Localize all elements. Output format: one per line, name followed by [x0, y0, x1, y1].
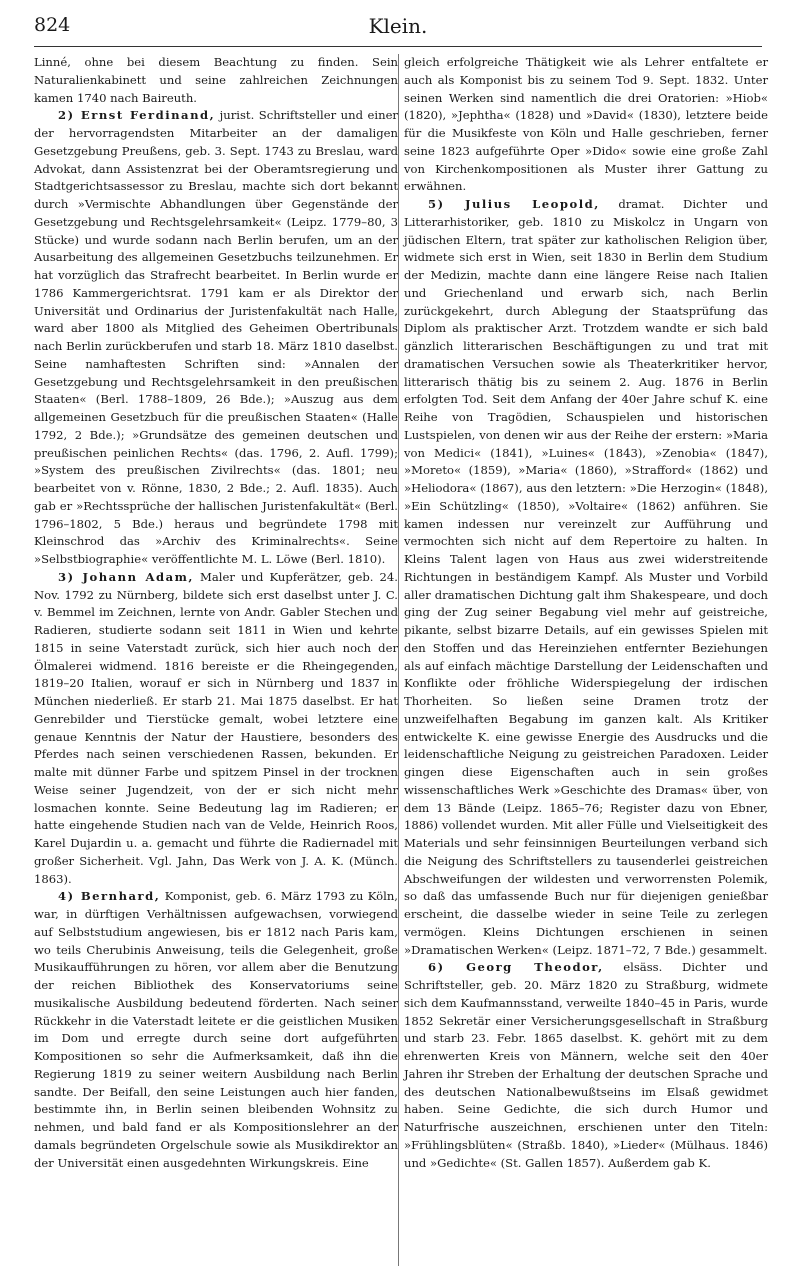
page-number: 824: [34, 14, 71, 36]
entry-text: dramat. Dichter und Litterarhistoriker, geb. 1810 zu Miskolcz in Ungarn von jüdischen Eltern, trat später zur katholischen Religion über, widmete sich erst in Wien, seit 1830 in Berlin dem Studium der Medizin, machte dann eine längere Reise nach Italien und Griechenland und erwarb sich, nach Berlin zurückgekehrt, durch Ablegung der Staatsprüfung das Diplom als praktischer Arzt. Trotzdem wandte er sich bald gänzlich litterarischen Beschäftigungen zu und trat mit dramatischen Versuchen sowie als Theaterkritiker hervor, litterarisch thätig bis zu seinem 2. Aug. 1876 in Berlin erfolgten Tod. Seit dem Anfang der 40er Jahre schuf K. eine Reihe von Tragödien, Schauspielen und historischen Lustspielen, von denen wir aus der Reihe der erstern: »Maria von Medici« (1841), »Luines« (1843), »Zenobia« (1847), »Moreto« (1859), »Maria« (1860), »Strafford« (1862) und »Heliodora« (1867), aus den letztern: »Die Herzogin« (1848), »Ein Schützling« (1850), »Voltaire« (1862) anführen. Sie kamen indessen nur vereinzelt zur Aufführung und vermochten sich nicht auf dem Repertoire zu halten. In Kleins Talent lagen von Haus aus zwei widerstreitende Richtungen in beständigem Kampf. Als Muster und Vorbild aller dramatischen Dichtung galt ihm Shakespeare, und doch ging der Zug seiner Begabung viel mehr auf geistreiche, pikante, selbst bizarre Details, auf ein gewisses Spielen mit den Stoffen und das Hereinziehen entfernter Beziehungen als auf einfach mächtige Darstellung der Leidenschaften und Konflikte oder fröhliche Widerspiegelung der irdischen Thorheiten. So ließen seine Dramen trotz der unzweifelhaften Begabung im ganzen kalt. Als Kritiker entwickelte K. eine gewisse Energie des Ausdrucks und die leidenschaftliche Neigung zu geistreichen Paradoxen. Leider gingen diese Eigenschaften auch in sein großes wissenschaftliches Werk »Geschichte des Dramas« über, von dem 13 Bände (Leipz. 1865–76; Register dazu von Ebner, 1886) vollendet wurden. Mit aller Fülle und Vielseitigkeit des Materials und sehr feinsinnigen Beurteilungen verband sich die Neigung des Schriftstellers zu tausenderlei geistreichen Abschweifungen der wildesten und verworrensten Polemik, so daß das umfassende Buch nur für diejenigen genießbar erscheint, die dasselbe wieder in seine Teile zu zerlegen vermögen. Kleins Dichtungen erschienen in seinen »Dramatischen Werken« (Leipz. 1871–72, 7 Bde.) gesammelt.: [404, 197, 768, 957]
entry-text: Maler und Kupferätzer, geb. 24. Nov. 1792 zu Nürnberg, bildete sich erst daselbst unter J. C. v. Bemmel im Zeichnen, lernte von Andr. Gabler Stechen und Radieren, studierte sodann seit 1811 in Wien und kehrte 1815 in seine Vaterstadt zurück, sich hier auch noch der Ölmalerei widmend. 1816 bereiste er die Rheingegenden, 1819–20 Italien, worauf er sich in Nürnberg und 1837 in München niederließ. Er starb 21. Mai 1875 daselbst. Er hat Genrebilder und Tierstücke gemalt, wobei letztere eine genaue Kenntnis der Natur der Haustiere, besonders des Pferdes nach seinen verschiedenen Rassen, bekunden. Er malte mit dünner Farbe und spitzem Pinsel in der trocknen Weise seiner Jugendzeit, von der er sich nicht mehr losmachen konnte. Seine Bedeutung lag im Radieren; er hatte eingehende Studien nach van de Velde, Heinrich Roos, Karel Dujardin u. a. gemacht und führte die Radiernadel mit großer Sicherheit. Vgl. Jahn, Das Werk von J. A. K. (Münch. 1863).: [34, 569, 398, 886]
entry-paragraph: [404, 959, 768, 1172]
page-header: [34, 14, 762, 42]
entry-text: elsäss. Dichter und Schriftsteller, geb. 20. März 1820 zu Straßburg, widmete sich dem Kaufmannsstand, verweilte 1840–45 in Paris, wurde 1852 Sekretär einer Versicherungsgesellschaft in Straßburg und starb 23. Febr. 1865 daselbst. K. gehört mit zu dem ehrenwerten Kreis von Männern, welche seit den 40er Jahren ihr Streben der Erhaltung der deutschen Sprache und des deutschen Nationalbewußtseins im Elsaß gewidmet haben. Seine Gedichte, die sich durch Humor und Naturfrische auszeichnen, erschienen unter den Titeln: »Frühlingsblüten« (Straßb. 1840), »Lieder« (Mülhaus. 1846) und »Gedichte« (St. Gallen 1857). Außerdem gab K.: [404, 960, 769, 1170]
entry-paragraph: [34, 54, 398, 107]
running-title: Klein.: [368, 14, 428, 38]
entry-name: 6) Georg Theodor,: [428, 960, 604, 975]
entry-text: Linné, ohne bei diesem Beachtung zu finden. Sein Naturalienkabinett und seine zahlreichen Zeichnungen kamen 1740 nach Baireuth.: [34, 55, 398, 105]
entry-paragraph: [34, 569, 398, 889]
entry-name: 4) Bernhard,: [58, 889, 161, 904]
entry-paragraph: [34, 888, 398, 1172]
entry-text: gleich erfolgreiche Thätigkeit wie als Lehrer entfaltete er auch als Komponist bis zu seinem Tod 9. Sept. 1832. Unter seinen Werken sind namentlich die drei Oratorien: »Hiob« (1820), »Jephtha« (1828) und »David« (1830), letztere beide für die Musikfeste von Köln und Halle geschrieben, ferner seine 1823 aufgeführte Oper »Dido« sowie eine große Zahl von Kirchenkompositionen als Muster ihrer Gattung zu erwähnen.: [404, 55, 768, 194]
entry-paragraph: [404, 54, 768, 196]
entry-name: 2) Ernst Ferdinand,: [58, 108, 216, 123]
header-rule: [34, 46, 762, 47]
entry-paragraph: [404, 196, 768, 959]
right-column: [404, 54, 768, 1172]
column-divider: [398, 54, 399, 1266]
entry-name: 3) Johann Adam,: [58, 569, 194, 584]
entry-name: 5) Julius Leopold,: [428, 197, 600, 211]
entry-text: jurist. Schriftsteller und einer der hervorragendsten Mitarbeiter an der damaligen Gesetzgebung Preußens, geb. 3. Sept. 1743 zu Breslau, ward Advokat, dann Assistenzrat bei der Oberamtsregierung und Stadtgerichtsassessor zu Breslau, machte sich dort bekannt durch »Vermischte Abhandlungen über Gegenstände der Gesetzgebung und Rechtsgelehrsamkeit« (Leipz. 1779–80, 3 Stücke) und wurde sodann nach Berlin berufen, um an der Ausarbeitung des allgemeinen Gesetzbuchs teilzunehmen. Er hat vorzüglich das Strafrecht bearbeitet. In Berlin wurde er 1786 Kammergerichtsrat. 1791 kam er als Direktor der Universität und Ordinarius der Juristenfakultät nach Halle, ward aber 1800 als Mitglied des Geheimen Obertribunals nach Berlin zurückberufen und starb 18. März 1810 daselbst. Seine namhaftesten Schriften sind: »Annalen der Gesetzgebung und Rechtsgelehrsamkeit in den preußischen Staaten« (Berl. 1788–1809, 26 Bde.); »Auszug aus dem allgemeinen Gesetzbuch für die preußischen Staaten« (Halle 1792, 2 Bde.); »Grundsätze des gemeinen deutschen und preußischen peinlichen Rechts« (das. 1796, 2. Aufl. 1799); »System des preußischen Zivilrechts« (das. 1801; neu bearbeitet von v. Rönne, 1830, 2 Bde.; 2. Aufl. 1835). Auch gab er »Rechtssprüche der hallischen Juristenfakultät« (Berl. 1796–1802, 5 Bde.) heraus und begründete 1798 mit Kleinschrod das »Archiv des Kriminalrechts«. Seine »Selbstbiographie« veröffentlichte M. L. Löwe (Berl. 1810).: [34, 108, 398, 566]
entry-paragraph: [34, 107, 398, 569]
entry-text: Komponist, geb. 6. März 1793 zu Köln, war, in dürftigen Verhältnissen aufgewachsen, vorwiegend auf Selbststudium angewiesen, bis er 1812 nach Paris kam, wo teils Cherubinis Anweisung, teils die Gelegenheit, große Musikaufführungen zu hören, vor allem aber die Benutzung der reichen Bibliothek des Konservatoriums seine musikalische Ausbildung bedeutend förderten. Nach seiner Rückkehr in die Vaterstadt leitete er die geistlichen Musiken im Dom und erregte durch seine dort aufgeführten Kompositionen so sehr die Aufmerksamkeit, daß ihn die Regierung 1819 zu seiner weitern Ausbildung nach Berlin sandte. Der Beifall, den seine Leistungen auch hier fanden, bestimmte ihn, in Berlin seinen bleibenden Wohnsitz zu nehmen, und bald fand er als Kompositionslehrer an der damals begründeten Orgelschule sowie als Musikdirektor an der Universität einen ausgedehnten Wirkungskreis. Eine: [34, 889, 398, 1170]
left-column: [34, 54, 398, 1172]
